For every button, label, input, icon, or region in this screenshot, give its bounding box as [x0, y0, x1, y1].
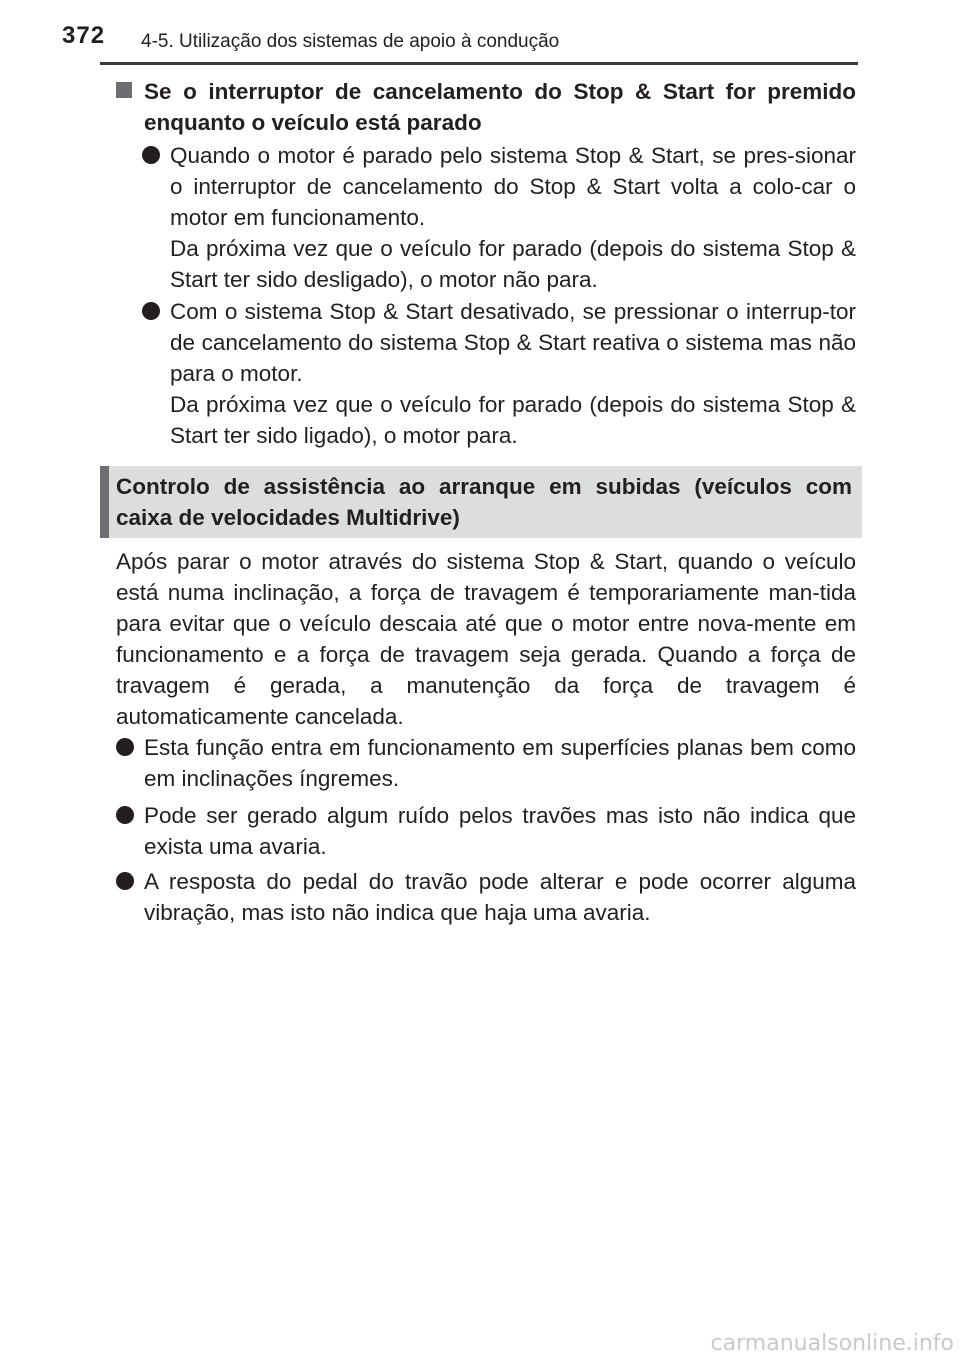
section-title: 4-5. Utilização dos sistemas de apoio à condução [141, 31, 560, 52]
subsection-heading [116, 76, 856, 138]
bullet-icon [116, 872, 134, 890]
paragraph: Com o sistema Stop & Start desativado, se pressionar o interrup-tor de cancelamento do sistema Stop & Start reativa o sistema mas não para o motor. [170, 299, 856, 386]
bullet-icon [116, 738, 134, 756]
list-item [116, 732, 856, 794]
paragraph: Da próxima vez que o veículo for parado (depois do sistema Stop & Start ter sido ligado), o motor para. [170, 392, 856, 448]
watermark: carmanualsonline.info [710, 1331, 954, 1356]
bullet-icon [142, 146, 160, 164]
header-divider [100, 62, 858, 65]
page-number: 372 [62, 22, 106, 49]
bullet-icon [142, 302, 160, 320]
list-item-text: A resposta do pedal do travão pode alterar e pode ocorrer alguma vibração, mas isto não indica que haja uma avaria. [144, 869, 856, 925]
paragraph: Quando o motor é parado pelo sistema Stop & Start, se pres-sionar o interruptor de cancelamento do Stop & Start volta a colo-car o motor em funcionamento. [170, 143, 856, 230]
list-item [142, 296, 856, 451]
list-item [116, 866, 856, 928]
banner-accent-bar [100, 466, 109, 538]
square-bullet-icon [116, 82, 132, 98]
paragraph: Da próxima vez que o veículo for parado (depois do sistema Stop & Start ter sido desligado), o motor não para. [170, 236, 856, 292]
section-banner-title: Controlo de assistência ao arranque em subidas (veículos com caixa de velocidades Multidrive) [116, 474, 852, 530]
list-item-text: Esta função entra em funcionamento em superfícies planas bem como em inclinações íngremes. [144, 735, 856, 791]
list-item [142, 140, 856, 295]
section-banner [100, 466, 862, 538]
subsection-heading-text: Se o interruptor de cancelamento do Stop & Start for premido enquanto o veículo está parado [144, 79, 856, 135]
bullet-icon [116, 806, 134, 824]
list-item [116, 800, 856, 862]
list-item-text: Pode ser gerado algum ruído pelos travões mas isto não indica que exista uma avaria. [144, 803, 856, 859]
intro-paragraph: Após parar o motor através do sistema Stop & Start, quando o veículo está numa inclinação, a força de travagem é temporariamente man-tida para evitar que o veículo descaia até que o motor entre nova-mente em funcionamento e a força de travagem seja gerada. Quando a força de travagem é gerada, a manutenção da força de travagem é automaticamente cancelada. [116, 549, 856, 729]
